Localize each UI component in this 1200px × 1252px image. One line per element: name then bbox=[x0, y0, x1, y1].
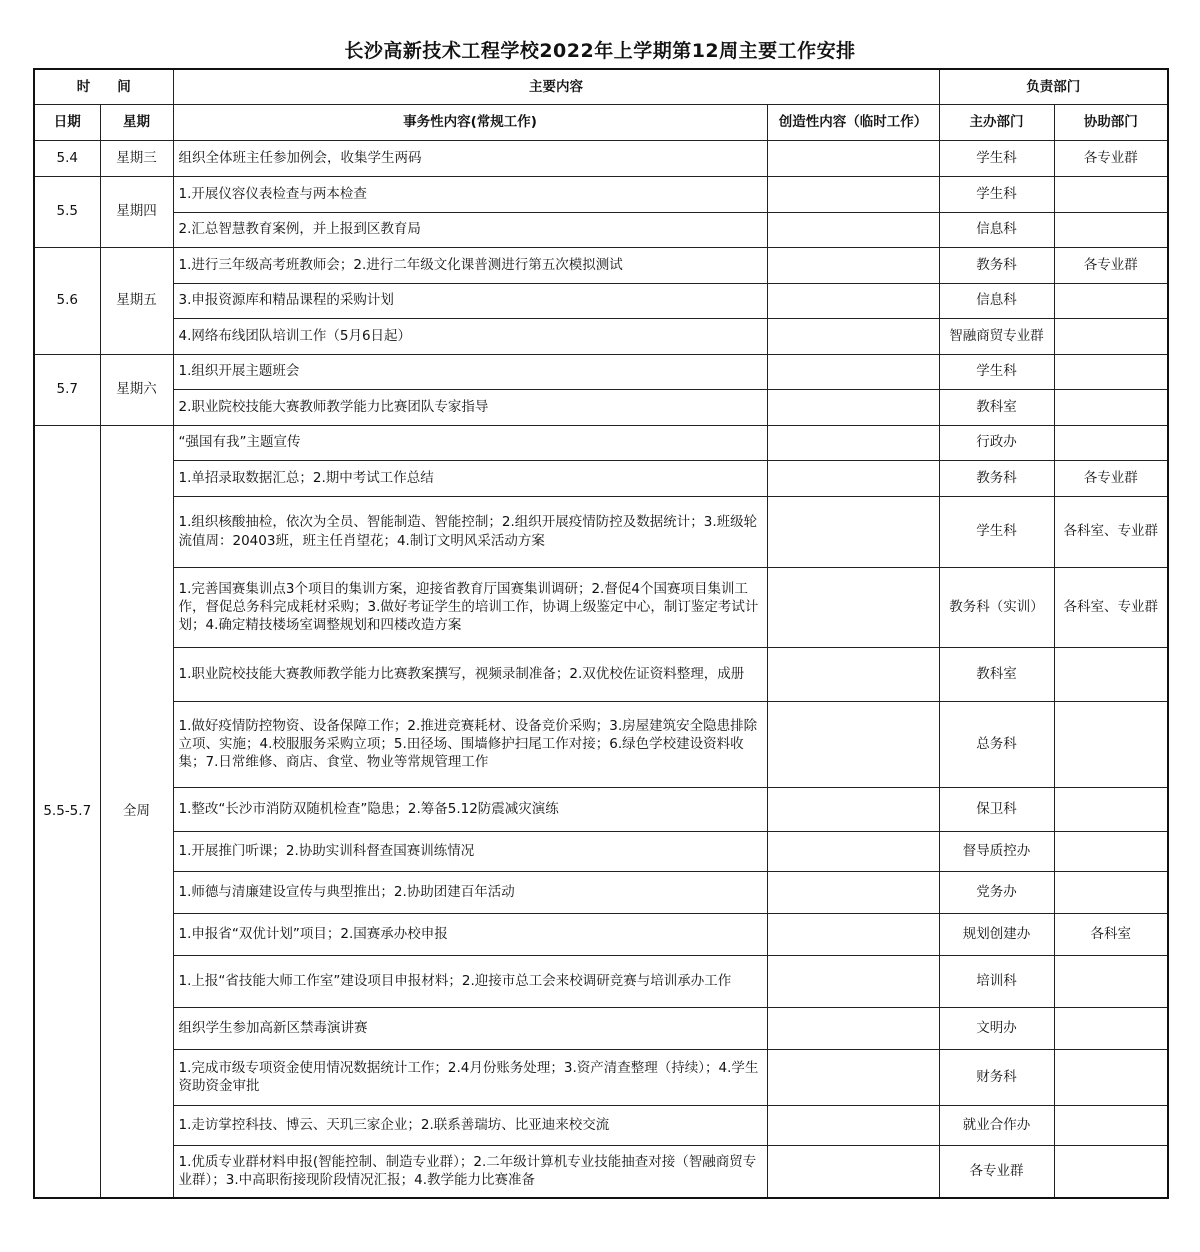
creative-cell bbox=[767, 831, 939, 871]
assist-dept-cell bbox=[1054, 955, 1168, 1007]
assist-dept-cell bbox=[1054, 701, 1168, 787]
weekday-cell: 星期四 bbox=[100, 176, 173, 247]
assist-dept-cell bbox=[1054, 1105, 1168, 1145]
assist-dept-cell: 各专业群 bbox=[1054, 140, 1168, 176]
routine-cell: 组织学生参加高新区禁毒演讲赛 bbox=[173, 1007, 767, 1049]
table-row bbox=[34, 318, 1168, 354]
creative-cell bbox=[767, 1145, 939, 1198]
routine-cell: 1.职业院校技能大赛教师教学能力比赛教案撰写，视频录制准备；2.双优校佐证资料整理，成册 bbox=[173, 647, 767, 701]
weekday-cell: 星期六 bbox=[100, 354, 173, 425]
routine-cell: 1.整改“长沙市消防双随机检查”隐患；2.筹备5.12防震减灾演练 bbox=[173, 787, 767, 831]
assist-dept-cell bbox=[1054, 1049, 1168, 1105]
table-row bbox=[34, 425, 1168, 460]
assist-dept-cell: 各科室、专业群 bbox=[1054, 496, 1168, 567]
table-row bbox=[34, 176, 1168, 212]
routine-cell: 4.网络布线团队培训工作（5月6日起） bbox=[173, 318, 767, 354]
routine-cell: 3.申报资源库和精品课程的采购计划 bbox=[173, 283, 767, 318]
host-dept-cell: 学生科 bbox=[939, 140, 1054, 176]
schedule-body bbox=[34, 140, 1168, 1198]
header-creative: 创造性内容（临时工作） bbox=[767, 104, 939, 140]
weekday-cell: 全周 bbox=[100, 425, 173, 1198]
table-row bbox=[34, 389, 1168, 425]
host-dept-cell: 督导质控办 bbox=[939, 831, 1054, 871]
creative-cell bbox=[767, 176, 939, 212]
table-row bbox=[34, 460, 1168, 496]
table-row bbox=[34, 212, 1168, 247]
weekday-cell: 星期五 bbox=[100, 247, 173, 354]
routine-cell: 1.开展仪容仪表检查与两本检查 bbox=[173, 176, 767, 212]
creative-cell bbox=[767, 354, 939, 389]
table-row bbox=[34, 354, 1168, 389]
creative-cell bbox=[767, 567, 939, 647]
creative-cell bbox=[767, 140, 939, 176]
header-responsible: 负责部门 bbox=[939, 69, 1168, 104]
routine-cell: 2.汇总智慧教育案例，并上报到区教育局 bbox=[173, 212, 767, 247]
host-dept-cell: 保卫科 bbox=[939, 787, 1054, 831]
creative-cell bbox=[767, 1049, 939, 1105]
weekday-cell: 星期三 bbox=[100, 140, 173, 176]
assist-dept-cell bbox=[1054, 647, 1168, 701]
creative-cell bbox=[767, 955, 939, 1007]
host-dept-cell: 智融商贸专业群 bbox=[939, 318, 1054, 354]
host-dept-cell: 学生科 bbox=[939, 354, 1054, 389]
host-dept-cell: 教科室 bbox=[939, 389, 1054, 425]
creative-cell bbox=[767, 389, 939, 425]
assist-dept-cell: 各专业群 bbox=[1054, 247, 1168, 283]
routine-cell: 1.单招录取数据汇总；2.期中考试工作总结 bbox=[173, 460, 767, 496]
schedule-table bbox=[33, 68, 1169, 1199]
host-dept-cell: 文明办 bbox=[939, 1007, 1054, 1049]
host-dept-cell: 行政办 bbox=[939, 425, 1054, 460]
host-dept-cell: 教科室 bbox=[939, 647, 1054, 701]
date-cell: 5.5 bbox=[34, 176, 100, 247]
table-row bbox=[34, 140, 1168, 176]
routine-cell: 1.完成市级专项资金使用情况数据统计工作；2.4月份账务处理；3.资产清查整理（持续）；4.学生资助资金审批 bbox=[173, 1049, 767, 1105]
date-cell: 5.5-5.7 bbox=[34, 425, 100, 1198]
date-cell: 5.6 bbox=[34, 247, 100, 354]
assist-dept-cell bbox=[1054, 212, 1168, 247]
assist-dept-cell bbox=[1054, 318, 1168, 354]
routine-cell: 1.开展推门听课；2.协助实训科督查国赛训练情况 bbox=[173, 831, 767, 871]
host-dept-cell: 就业合作办 bbox=[939, 1105, 1054, 1145]
creative-cell bbox=[767, 1105, 939, 1145]
assist-dept-cell bbox=[1054, 389, 1168, 425]
host-dept-cell: 党务办 bbox=[939, 871, 1054, 913]
date-cell: 5.4 bbox=[34, 140, 100, 176]
table-row bbox=[34, 871, 1168, 913]
routine-cell: 1.申报省“双优计划”项目；2.国赛承办校申报 bbox=[173, 913, 767, 955]
table-row bbox=[34, 1049, 1168, 1105]
creative-cell bbox=[767, 871, 939, 913]
routine-cell: 1.进行三年级高考班教师会；2.进行二年级文化课普测进行第五次模拟测试 bbox=[173, 247, 767, 283]
header-date: 日期 bbox=[34, 104, 100, 140]
assist-dept-cell: 各专业群 bbox=[1054, 460, 1168, 496]
host-dept-cell: 信息科 bbox=[939, 212, 1054, 247]
routine-cell: 1.组织开展主题班会 bbox=[173, 354, 767, 389]
table-row bbox=[34, 1007, 1168, 1049]
assist-dept-cell bbox=[1054, 425, 1168, 460]
table-row bbox=[34, 913, 1168, 955]
header-main-content: 主要内容 bbox=[173, 69, 939, 104]
creative-cell bbox=[767, 212, 939, 247]
assist-dept-cell: 各科室 bbox=[1054, 913, 1168, 955]
creative-cell bbox=[767, 913, 939, 955]
host-dept-cell: 教务科 bbox=[939, 460, 1054, 496]
routine-cell: 1.优质专业群材料申报(智能控制、制造专业群）；2.二年级计算机专业技能抽查对接（智融商贸专业群）；3.中高职衔接现阶段情况汇报；4.教学能力比赛准备 bbox=[173, 1145, 767, 1198]
assist-dept-cell bbox=[1054, 871, 1168, 913]
host-dept-cell: 规划创建办 bbox=[939, 913, 1054, 955]
creative-cell bbox=[767, 283, 939, 318]
assist-dept-cell bbox=[1054, 787, 1168, 831]
creative-cell bbox=[767, 496, 939, 567]
header-assist: 协助部门 bbox=[1054, 104, 1168, 140]
creative-cell bbox=[767, 1007, 939, 1049]
table-row bbox=[34, 247, 1168, 283]
assist-dept-cell bbox=[1054, 1145, 1168, 1198]
page-title: 长沙高新技术工程学校2022年上学期第12周主要工作安排 bbox=[344, 40, 856, 62]
table-row bbox=[34, 1105, 1168, 1145]
header-routine: 事务性内容(常规工作) bbox=[173, 104, 767, 140]
table-row bbox=[34, 787, 1168, 831]
routine-cell: 1.组织核酸抽检，依次为全员、智能制造、智能控制；2.组织开展疫情防控及数据统计；3.班级轮流值周：20403班，班主任肖望花；4.制订文明风采活动方案 bbox=[173, 496, 767, 567]
routine-cell: “强国有我”主题宣传 bbox=[173, 425, 767, 460]
host-dept-cell: 教务科（实训） bbox=[939, 567, 1054, 647]
host-dept-cell: 培训科 bbox=[939, 955, 1054, 1007]
assist-dept-cell bbox=[1054, 1007, 1168, 1049]
date-cell: 5.7 bbox=[34, 354, 100, 425]
table-row bbox=[34, 283, 1168, 318]
assist-dept-cell bbox=[1054, 176, 1168, 212]
assist-dept-cell bbox=[1054, 831, 1168, 871]
creative-cell bbox=[767, 701, 939, 787]
table-row bbox=[34, 701, 1168, 787]
host-dept-cell: 学生科 bbox=[939, 176, 1054, 212]
routine-cell: 1.走访掌控科技、博云、天玑三家企业；2.联系善瑞坊、比亚迪来校交流 bbox=[173, 1105, 767, 1145]
routine-cell: 1.上报“省技能大师工作室”建设项目申报材料；2.迎接市总工会来校调研竞赛与培训承办工作 bbox=[173, 955, 767, 1007]
header-host: 主办部门 bbox=[939, 104, 1054, 140]
creative-cell bbox=[767, 647, 939, 701]
routine-cell: 组织全体班主任参加例会，收集学生两码 bbox=[173, 140, 767, 176]
host-dept-cell: 各专业群 bbox=[939, 1145, 1054, 1198]
host-dept-cell: 总务科 bbox=[939, 701, 1054, 787]
table-row bbox=[34, 496, 1168, 567]
creative-cell bbox=[767, 425, 939, 460]
assist-dept-cell: 各科室、专业群 bbox=[1054, 567, 1168, 647]
routine-cell: 1.完善国赛集训点3个项目的集训方案，迎接省教育厅国赛集训调研；2.督促4个国赛项目集训工作，督促总务科完成耗材采购；3.做好考证学生的培训工作，协调上级鉴定中心，制订鉴定考试计划；4.确定精技楼场室调整规划和四楼改造方案 bbox=[173, 567, 767, 647]
creative-cell bbox=[767, 787, 939, 831]
table-row bbox=[34, 567, 1168, 647]
table-row bbox=[34, 955, 1168, 1007]
table-row bbox=[34, 831, 1168, 871]
routine-cell: 1.师德与清廉建设宣传与典型推出；2.协助团建百年活动 bbox=[173, 871, 767, 913]
table-row bbox=[34, 647, 1168, 701]
creative-cell bbox=[767, 247, 939, 283]
routine-cell: 1.做好疫情防控物资、设备保障工作；2.推进竞赛耗材、设备竞价采购；3.房屋建筑安全隐患排除立项、实施；4.校服服务采购立项；5.田径场、围墙修护扫尾工作对接；6.绿色学校建设资料收集；7.日常维修、商店、食堂、物业等常规管理工作 bbox=[173, 701, 767, 787]
creative-cell bbox=[767, 318, 939, 354]
routine-cell: 2.职业院校技能大赛教师教学能力比赛团队专家指导 bbox=[173, 389, 767, 425]
table-row bbox=[34, 1145, 1168, 1198]
header-weekday: 星期 bbox=[100, 104, 173, 140]
host-dept-cell: 教务科 bbox=[939, 247, 1054, 283]
assist-dept-cell bbox=[1054, 283, 1168, 318]
host-dept-cell: 学生科 bbox=[939, 496, 1054, 567]
creative-cell bbox=[767, 460, 939, 496]
host-dept-cell: 财务科 bbox=[939, 1049, 1054, 1105]
header-time: 时 间 bbox=[34, 69, 173, 104]
host-dept-cell: 信息科 bbox=[939, 283, 1054, 318]
assist-dept-cell bbox=[1054, 354, 1168, 389]
